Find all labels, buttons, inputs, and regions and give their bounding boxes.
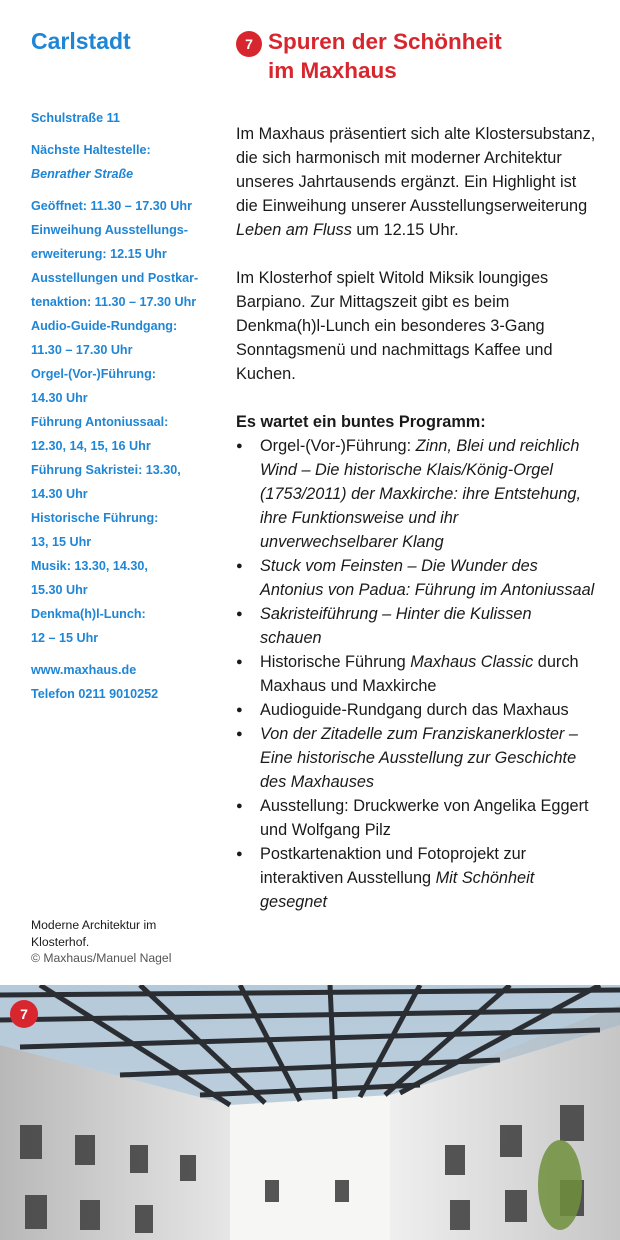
program-item-em: Stuck vom Feinsten – Die Wunder des Antonius von Padua: Führung im Antoniussaal bbox=[260, 557, 595, 599]
schedule-line: 11.30 – 17.30 Uhr bbox=[31, 343, 133, 357]
program-item-plain: Historische Führung bbox=[260, 653, 411, 671]
schedule-list bbox=[31, 194, 211, 650]
program-item bbox=[236, 602, 596, 650]
intro-text: Im Maxhaus präsentiert sich alte Klostersubstanz, die sich harmonisch mit moderner Architektur unseres Jahrtausends ergänzt. Ein Highlight ist die Einweihung unserer Ausstellungserweiterung bbox=[236, 125, 596, 215]
schedule-line: 12.30, 14, 15, 16 Uhr bbox=[31, 439, 151, 453]
program-item bbox=[236, 842, 596, 914]
stop-value: Benrather Straße bbox=[31, 167, 134, 181]
program-item bbox=[236, 554, 596, 602]
courtyard-photo bbox=[0, 985, 620, 1240]
second-paragraph: Im Klosterhof spielt Witold Miksik loungiges Barpiano. Zur Mittagszeit gibt es beim Denkma(h)l-Lunch ein besonderes 3-Gang Sonntagsmenü und nachmittags Kaffee und Kuchen. bbox=[236, 269, 553, 383]
schedule-line: erweiterung: 12.15 Uhr bbox=[31, 247, 167, 261]
phone-number: Telefon 0211 9010252 bbox=[31, 687, 159, 701]
schedule-line: 13, 15 Uhr bbox=[31, 535, 92, 549]
stop-label: Nächste Haltestelle: bbox=[31, 143, 151, 157]
schedule-line: 14.30 Uhr bbox=[31, 391, 88, 405]
schedule-line: Ausstellungen und Postkar- bbox=[31, 271, 199, 285]
schedule-line: Führung Antoniussaal: bbox=[31, 415, 169, 429]
program-item-after: durch Maxhaus und Maxkirche bbox=[260, 653, 579, 695]
program-item-plain: Orgel-(Vor-)Führung: bbox=[260, 437, 416, 455]
program-item bbox=[236, 650, 596, 698]
article-body bbox=[236, 122, 596, 914]
article-header bbox=[236, 27, 596, 85]
district-heading: Carlstadt bbox=[31, 28, 131, 54]
photo-number-badge: 7 bbox=[10, 1000, 38, 1028]
program-item-em: Mit Schönheit gesegnet bbox=[260, 869, 535, 911]
schedule-line: tenaktion: 11.30 – 17.30 Uhr bbox=[31, 295, 197, 309]
intro-end: um 12.15 Uhr. bbox=[351, 221, 459, 239]
schedule-line: Führung Sakristei: 13.30, bbox=[31, 463, 181, 477]
program-item bbox=[236, 698, 596, 722]
schedule-line: Historische Führung: bbox=[31, 511, 159, 525]
schedule-line: 12 – 15 Uhr bbox=[31, 631, 99, 645]
schedule-line: Audio-Guide-Rundgang: bbox=[31, 319, 178, 333]
address: Schulstraße 11 bbox=[31, 111, 120, 125]
program-item-plain: Ausstellung: Druckwerke von Angelika Eggert und Wolfgang Pilz bbox=[260, 797, 589, 839]
location-number-badge: 7 bbox=[236, 31, 262, 57]
photo-caption bbox=[31, 917, 211, 967]
schedule-line: Einweihung Ausstellungs- bbox=[31, 223, 188, 237]
program-item-em: Von der Zitadelle zum Franziskanerkloster – Eine historische Ausstellung zur Geschichte des Maxhauses bbox=[260, 725, 578, 791]
visitor-info bbox=[31, 106, 211, 706]
schedule-line: Denkma(h)l-Lunch: bbox=[31, 607, 146, 621]
website-link[interactable]: www.maxhaus.de bbox=[31, 663, 137, 677]
article-title bbox=[268, 27, 502, 85]
title-line-2: im Maxhaus bbox=[268, 58, 397, 83]
program-item bbox=[236, 794, 596, 842]
schedule-line: Geöffnet: 11.30 – 17.30 Uhr bbox=[31, 199, 192, 213]
schedule-line: 14.30 Uhr bbox=[31, 487, 88, 501]
photo-credit: © Maxhaus/Manuel Nagel bbox=[31, 951, 172, 965]
schedule-line: Musik: 13.30, 14.30, bbox=[31, 559, 148, 573]
program-item-em: Sakristeiführung – Hinter die Kulissen schauen bbox=[260, 605, 532, 647]
intro-paragraph bbox=[236, 122, 596, 242]
schedule-line: Orgel-(Vor-)Führung: bbox=[31, 367, 156, 381]
intro-emphasis: Leben am Fluss bbox=[236, 221, 352, 239]
caption-line-2: Klosterhof. bbox=[31, 934, 90, 949]
program-item bbox=[236, 434, 596, 554]
program-item-plain: Postkartenaktion und Fotoprojekt zur interaktiven Ausstellung bbox=[260, 845, 527, 887]
courtyard-illustration bbox=[0, 985, 620, 1240]
program-item-em: Zinn, Blei und reichlich Wind – Die historische Klais/König-Orgel (1753/2011) der Maxkirche: ihre Entstehung, ihre Funktionsweise und ihr unverwechselbarer Klang bbox=[260, 437, 581, 551]
article bbox=[236, 27, 596, 914]
caption-line-1: Moderne Architektur im bbox=[31, 918, 157, 932]
program-item-em: Maxhaus Classic bbox=[410, 653, 534, 671]
program-item-plain: Audioguide-Rundgang durch das Maxhaus bbox=[260, 701, 569, 719]
sidebar-info bbox=[31, 26, 211, 706]
schedule-line: 15.30 Uhr bbox=[31, 583, 88, 597]
program-list bbox=[236, 434, 596, 914]
program-heading: Es wartet ein buntes Programm: bbox=[236, 413, 486, 431]
program-item bbox=[236, 722, 596, 794]
title-line-1: Spuren der Schönheit bbox=[268, 29, 502, 54]
